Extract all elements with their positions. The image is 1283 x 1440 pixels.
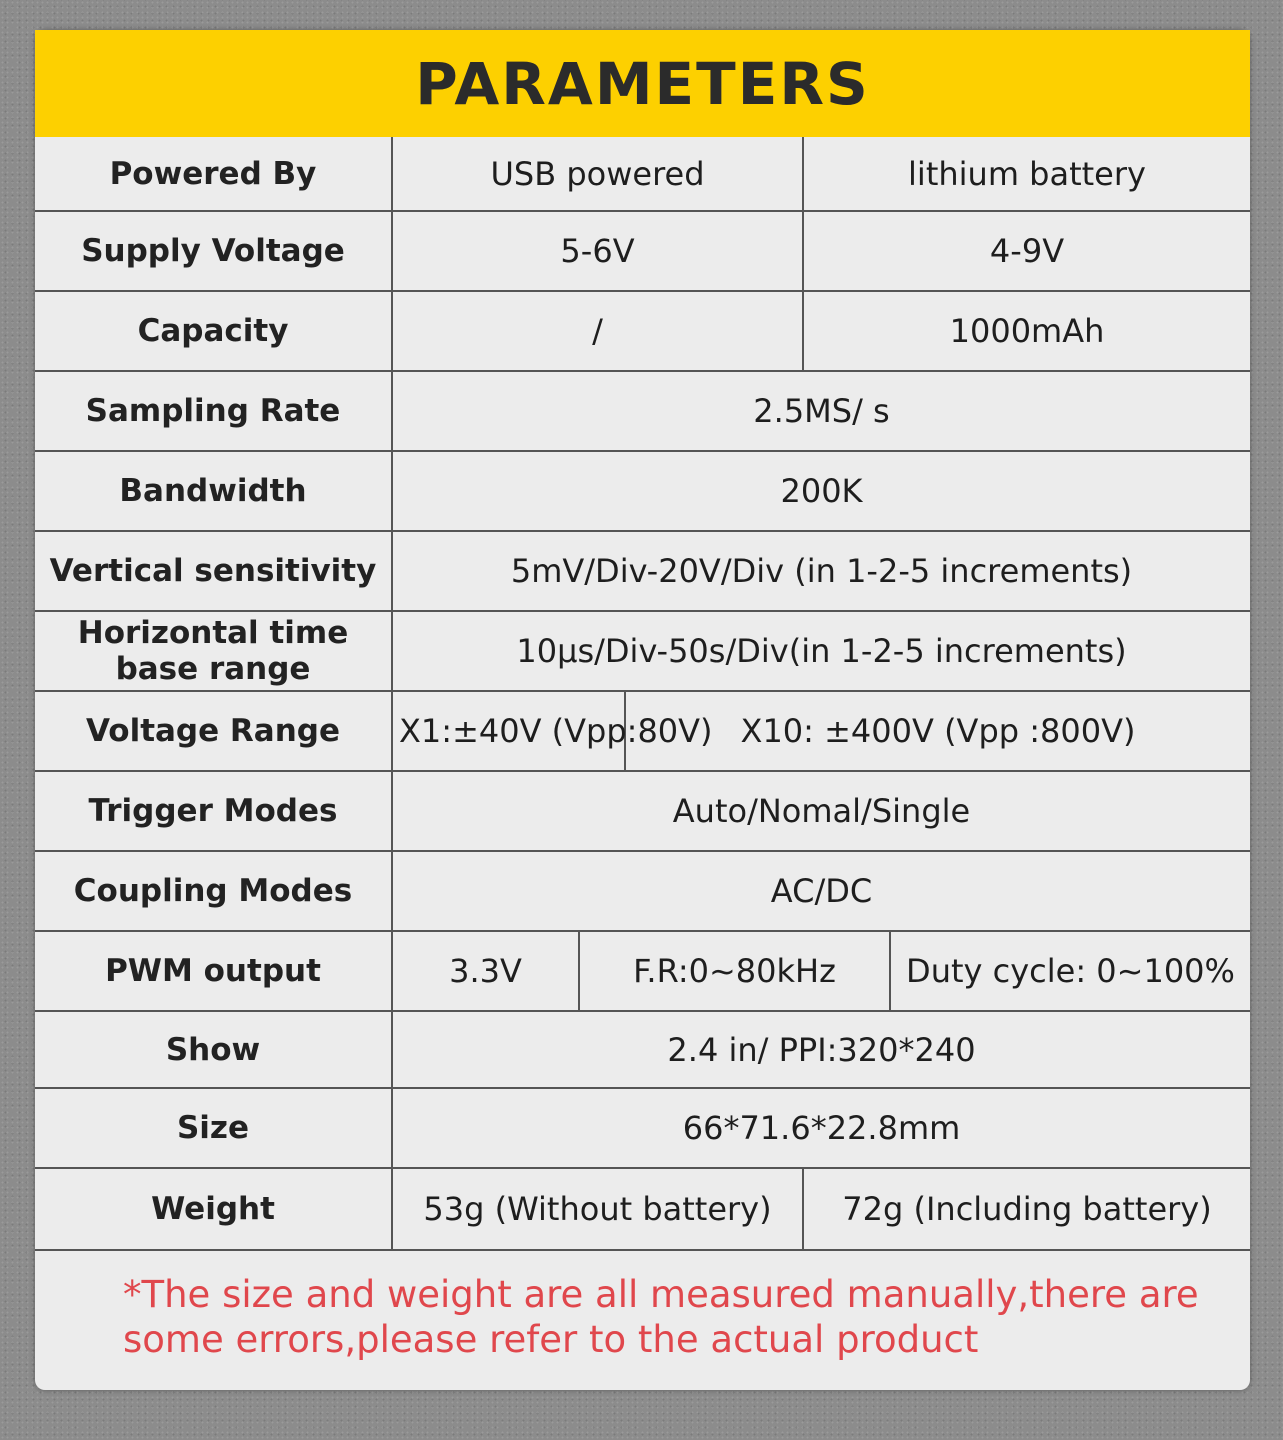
row-label: Bandwidth: [35, 451, 392, 531]
table-cell: 66*71.6*22.8mm: [392, 1088, 1250, 1168]
table-row: [35, 531, 1250, 611]
table-row: [35, 851, 1250, 931]
table-row: [35, 1168, 1250, 1250]
table-row: [35, 1088, 1250, 1168]
row-label: Capacity: [35, 291, 392, 371]
row-label: Size: [35, 1088, 392, 1168]
table-cell: 5mV/Div-20V/Div (in 1-2-5 increments): [392, 531, 1250, 611]
table-row: [35, 211, 1250, 291]
row-label: Vertical sensitivity: [35, 531, 392, 611]
table-row: [35, 137, 1250, 211]
table-cell: 1000mAh: [803, 291, 1250, 371]
table-cell: USB powered: [392, 137, 803, 211]
table-row: [35, 691, 1250, 771]
table-cell: AC/DC: [392, 851, 1250, 931]
table-cell: 4-9V: [803, 211, 1250, 291]
row-label: Powered By: [35, 137, 392, 211]
table-row: [35, 611, 1250, 691]
disclaimer-note: *The size and weight are all measured manually,there are some errors,please refer to the actual product: [123, 1273, 1199, 1361]
table-row: [35, 291, 1250, 371]
table-row: [35, 771, 1250, 851]
table-cell: X10: ±400V (Vpp :800V): [625, 691, 1250, 771]
table-row: [35, 1011, 1250, 1088]
table-cell: Auto/Nomal/Single: [392, 771, 1250, 851]
table-cell: 10μs/Div-50s/Div(in 1-2-5 increments): [392, 611, 1250, 691]
table-cell: 2.4 in/ PPI:320*240: [392, 1011, 1250, 1088]
table-row: [35, 371, 1250, 451]
table-row: [35, 931, 1250, 1011]
table-cell: lithium battery: [803, 137, 1250, 211]
table-cell: 3.3V: [392, 931, 579, 1011]
page-title: PARAMETERS: [415, 49, 870, 118]
row-label: Sampling Rate: [35, 371, 392, 451]
row-label: Trigger Modes: [35, 771, 392, 851]
table-cell: 200K: [392, 451, 1250, 531]
parameters-card: [35, 30, 1250, 1390]
table-cell: X1:±40V (Vpp:80V): [392, 691, 625, 771]
row-label: Show: [35, 1011, 392, 1088]
table-cell: 5-6V: [392, 211, 803, 291]
row-label: Weight: [35, 1168, 392, 1250]
row-label: Coupling Modes: [35, 851, 392, 931]
table-cell: 53g (Without battery): [392, 1168, 803, 1250]
row-label: Supply Voltage: [35, 211, 392, 291]
table-cell: /: [392, 291, 803, 371]
row-label: Horizontal time base range: [35, 611, 392, 691]
table-row: [35, 451, 1250, 531]
table-cell: 2.5MS/ s: [392, 371, 1250, 451]
table-cell: F.R:0~80kHz: [579, 931, 890, 1011]
table-cell: Duty cycle: 0~100%: [890, 931, 1250, 1011]
row-label: Voltage Range: [35, 691, 392, 771]
table-cell: 72g (Including battery): [803, 1168, 1250, 1250]
row-label: PWM output: [35, 931, 392, 1011]
header-banner: [35, 30, 1250, 137]
parameters-table: [35, 137, 1250, 1251]
